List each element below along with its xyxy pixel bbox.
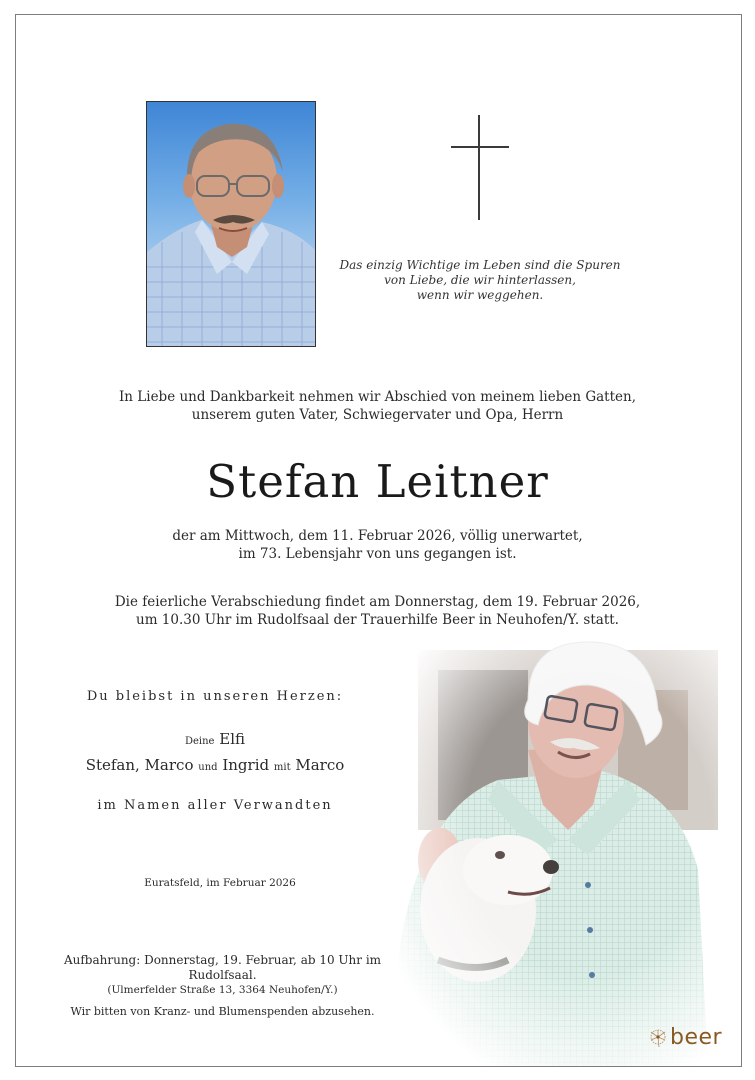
- family-names: Marco: [295, 756, 345, 774]
- spouse-name: Elfi: [219, 730, 246, 748]
- death-info: [20, 527, 735, 563]
- family-connector: mit: [273, 762, 291, 773]
- mourners-heading: Du bleibst in unseren Herzen:: [86, 689, 344, 704]
- ceremony-info: [20, 593, 735, 629]
- viewing-line: Aufbahrung: Donnerstag, 19. Februar, ab 10 Uhr im Rudolfsaal.: [63, 953, 382, 982]
- family-connector: und: [198, 762, 218, 773]
- place-date: Euratsfeld, im Februar 2026: [144, 877, 296, 889]
- ceremony-line: Die feierliche Verabschiedung findet am Donnerstag, dem 19. Februar 2026,: [114, 594, 641, 610]
- intro-line: unserem guten Vater, Schwiegervater und Opa, Herrn: [191, 407, 564, 423]
- intro-line: In Liebe und Dankbarkeit nehmen wir Abschied von meinem lieben Gatten,: [118, 389, 637, 405]
- dandelion-icon: [648, 1028, 668, 1048]
- logo-text: beer: [670, 1025, 723, 1050]
- quote-line: wenn wir weggehen.: [416, 288, 544, 302]
- intro-text: [20, 388, 735, 424]
- family-names: Stefan, Marco: [85, 756, 194, 774]
- memorial-quote: [335, 258, 625, 303]
- quote-line: Das einzig Wichtige im Leben sind die Spuren: [339, 258, 621, 272]
- death-line: im 73. Lebensjahr von uns gegangen ist.: [238, 546, 517, 562]
- spouse-line: [40, 730, 390, 748]
- death-line: der am Mittwoch, dem 11. Februar 2026, völlig unerwartet,: [172, 528, 583, 544]
- family-names: Ingrid: [222, 756, 270, 774]
- portrait-photo: [146, 101, 316, 347]
- viewing-address: (Ulmerfelder Straße 13, 3364 Neuhofen/Y.): [107, 984, 338, 996]
- viewing-info: [30, 953, 415, 998]
- quote-line: von Liebe, die wir hinterlassen,: [384, 273, 576, 287]
- memorial-photo: [378, 630, 740, 1066]
- cross-icon: [450, 115, 510, 220]
- funeral-home-logo: [648, 1025, 722, 1051]
- ceremony-line: um 10.30 Uhr im Rudolfsaal der Trauerhilfe Beer in Neuhofen/Y. statt.: [136, 612, 619, 628]
- family-line: [40, 756, 390, 774]
- relatives-line: im Namen aller Verwandten: [97, 798, 333, 813]
- deceased-name: Stefan Leitner: [206, 455, 549, 508]
- flowers-note: Wir bitten von Kranz- und Blumenspenden abzusehen.: [70, 1005, 375, 1018]
- spouse-prefix: Deine: [184, 736, 215, 747]
